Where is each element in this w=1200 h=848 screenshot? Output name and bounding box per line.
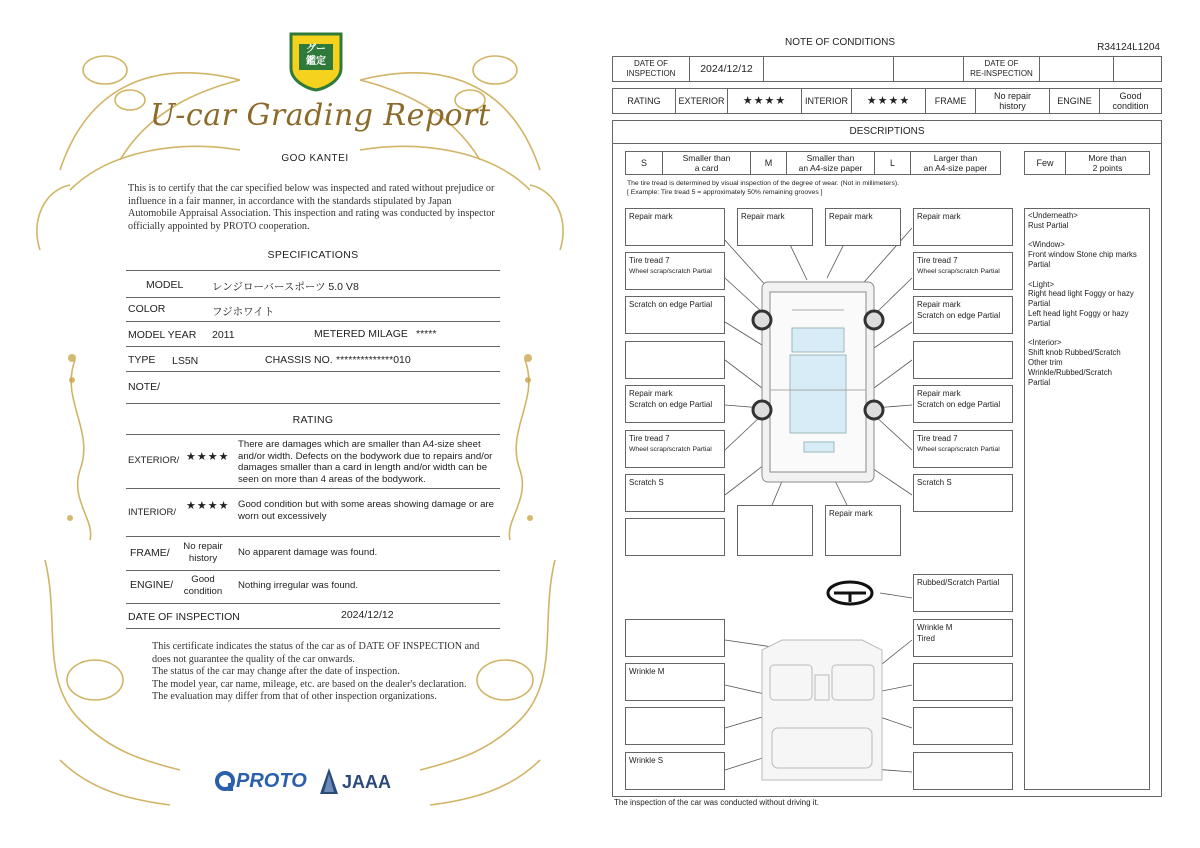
- inspection-date-label: DATE OF INSPECTION: [128, 611, 240, 623]
- box-rear-right: Repair mark: [825, 505, 901, 556]
- box-left-tire-rear: Tire tread 7 Wheel scrap/scratch Partial: [625, 430, 725, 468]
- note-interior-label: INTERIOR: [801, 89, 851, 113]
- model-label: MODEL: [146, 279, 184, 291]
- jaaa-logo-text: JAAA: [342, 772, 392, 792]
- date-inspection-value: 2024/12/12: [689, 57, 763, 81]
- date-reinspection-label: DATE OF RE-INSPECTION: [963, 57, 1039, 81]
- box-right-tire-rear: Tire tread 7 Wheel scrap/scratch Partial: [913, 430, 1013, 468]
- interior-stars: ★★★★: [186, 500, 230, 512]
- certificate-subtitle: GOO KANTEI: [281, 153, 349, 164]
- note-engine-value: Good condition: [1099, 89, 1161, 113]
- exterior-description: There are damages which are smaller than A4-size sheet and/or width. Defects on the bodywork due to repairs and/or damages smaller than a card in length and/or width can be seen on more than 4 areas of the bodywork.: [238, 439, 493, 485]
- legend-m-desc: Smaller than an A4-size paper: [786, 152, 874, 174]
- frame-value: No repair history: [183, 541, 223, 564]
- date-blank-1: [763, 57, 893, 81]
- certificate-footer: This certificate indicates the status of the car as of DATE OF INSPECTION and does not guarantee the quality of the car onwards. The status of the car may change after the date of inspection. The model year, car name, mileage, etc. are based on the dealer's declaration. The evaluation may differ from that of other inspection organizations.: [152, 641, 480, 703]
- model-value: レンジローバースポーツ 5.0 V8: [212, 281, 359, 293]
- logos: [210, 768, 410, 798]
- model-year-value: 2011: [212, 329, 235, 341]
- note-frame-label: FRAME: [925, 89, 975, 113]
- size-legend: [625, 151, 1001, 175]
- note-frame-value: No repair history: [975, 89, 1049, 113]
- certificate-intro: This is to certify that the car specified below was inspected and rated without prejudice or influence in a fair manner, in accordance with the standards stipulated by Japan Automobile Appraisal Association. This inspection and rating was conducted by inspector officially appointed by PROTO cooperation.: [128, 183, 495, 232]
- interior-description: Good condition but with some areas showing damage or are worn out excessively: [238, 499, 494, 522]
- box-interior-1: [625, 619, 725, 657]
- engine-label: ENGINE/: [130, 579, 174, 591]
- date-reinspection-value: [1039, 57, 1113, 81]
- legend-few-desc: More than 2 points: [1065, 152, 1149, 174]
- note-exterior-label: EXTERIOR: [675, 89, 727, 113]
- model-year-label: MODEL YEAR: [128, 329, 197, 341]
- legend-s: S: [640, 157, 647, 168]
- box-interior-3: Wrinkle M: [625, 663, 725, 701]
- color-label: COLOR: [128, 303, 166, 315]
- note-interior-stars: ★★★★: [851, 89, 925, 113]
- rating-row-date: [126, 604, 500, 629]
- date-row: [612, 56, 1162, 82]
- proto-logo-text: PROTO: [236, 770, 307, 792]
- box-front-right-4: Repair mark: [913, 208, 1013, 246]
- note-exterior-stars: ★★★★: [727, 89, 801, 113]
- color-value: フジホワイト: [212, 306, 275, 318]
- descriptions-heading: DESCRIPTIONS: [613, 121, 1161, 144]
- box-right-rear-door: Repair mark Scratch on edge Partial: [913, 385, 1013, 423]
- box-interior-5: [625, 707, 725, 745]
- spec-row-color: [126, 297, 500, 322]
- rating-row-engine: [126, 571, 500, 604]
- box-interior-2: Wrinkle M Tired: [913, 619, 1013, 657]
- mileage-value: *****: [416, 328, 437, 340]
- spec-row-type: [126, 347, 500, 372]
- box-rear-center: [737, 505, 813, 556]
- box-right-door: [913, 341, 1013, 379]
- note-title: NOTE OF CONDITIONS: [785, 37, 895, 48]
- spec-row-year: [126, 322, 500, 347]
- box-left-fender: Scratch on edge Partial: [625, 296, 725, 334]
- box-front-3: Repair mark: [825, 208, 901, 246]
- chassis-label: CHASSIS NO.: [265, 354, 333, 366]
- box-interior-6: [913, 707, 1013, 745]
- mileage-label: METERED MILAGE: [314, 328, 408, 340]
- chassis-value: **************010: [336, 354, 411, 366]
- type-value: LS5N: [172, 355, 199, 367]
- goo-kantei-badge-icon: [287, 30, 345, 92]
- box-interior-8: [913, 752, 1013, 790]
- report-id: R34124L1204: [1097, 42, 1160, 53]
- box-interior-7: Wrinkle S: [625, 752, 725, 790]
- condition-side-notes: <Underneath> Rust Partial <Window> Front window Stone chip marks Partial <Light> Right head light Foggy or hazy Partial Left head light Foggy or hazy Partial <Interior> Shift knob Rubbed/Scratch Other trim Wrinkle/Rubbed/Scratch Partial: [1024, 208, 1150, 790]
- box-right-rear-quarter: Scratch S: [913, 474, 1013, 512]
- date-inspection-label: DATE OF INSPECTION: [626, 58, 676, 78]
- few-legend: [1024, 151, 1150, 175]
- legend-few: Few: [1036, 157, 1054, 168]
- rating-row-exterior: [126, 434, 500, 489]
- interior-label: INTERIOR/: [128, 507, 177, 518]
- note-label: NOTE/: [128, 381, 161, 393]
- date-blank-2: [893, 57, 963, 81]
- spec-row-note: [126, 372, 500, 404]
- note-engine-label: ENGINE: [1049, 89, 1099, 113]
- rating-row-interior: [126, 488, 500, 537]
- rating-heading: RATING: [292, 414, 334, 426]
- spec-row-model: [126, 270, 500, 298]
- box-interior-4: [913, 663, 1013, 701]
- box-rear-left: [625, 518, 725, 556]
- box-left-tire-front: Tire tread 7 Wheel scrap/scratch Partial: [625, 252, 725, 290]
- rating-row: [612, 88, 1162, 114]
- box-right-tire-front: Tire tread 7 Wheel scrap/scratch Partial: [913, 252, 1013, 290]
- legend-l: L: [874, 152, 910, 174]
- exterior-stars: ★★★★: [186, 451, 230, 463]
- rating-row-frame: [126, 537, 500, 571]
- proto-logo-icon: [214, 770, 236, 792]
- engine-description: Nothing irregular was found.: [238, 580, 358, 591]
- certificate-title: U-car Grading Report: [150, 98, 491, 133]
- box-steering: Rubbed/Scratch Partial: [913, 574, 1013, 612]
- inspection-date-value: 2024/12/12: [341, 609, 394, 621]
- exterior-label: EXTERIOR/: [128, 455, 180, 466]
- box-front-2: Repair mark: [737, 208, 813, 246]
- rating-label: RATING: [627, 95, 661, 106]
- frame-label: FRAME/: [130, 547, 170, 559]
- tire-tread-note: The tire tread is determined by visual inspection of the degree of wear. (Not in millimeters). [ Example: Tire tread 5 = approximately 50% remaining grooves ]: [627, 180, 899, 196]
- badge-text: グー 鑑定: [306, 44, 326, 67]
- box-right-fender: Repair mark Scratch on edge Partial: [913, 296, 1013, 334]
- engine-value: Good condition: [183, 574, 223, 597]
- legend-s-desc: Smaller than a card: [662, 152, 750, 174]
- type-label: TYPE: [128, 354, 156, 366]
- box-left-door: [625, 341, 725, 379]
- box-left-rear-door: Repair mark Scratch on edge Partial: [625, 385, 725, 423]
- frame-description: No apparent damage was found.: [238, 547, 378, 558]
- legend-l-desc: Larger than an A4-size paper: [910, 152, 1000, 174]
- no-drive-note: The inspection of the car was conducted without driving it.: [614, 798, 819, 807]
- date-blank-3: [1113, 57, 1161, 81]
- box-front-left-1: Repair mark: [625, 208, 725, 246]
- specifications-heading: SPECIFICATIONS: [267, 249, 359, 261]
- legend-m: M: [750, 152, 786, 174]
- jaaa-logo-icon: [320, 768, 338, 794]
- box-left-rear-quarter: Scratch S: [625, 474, 725, 512]
